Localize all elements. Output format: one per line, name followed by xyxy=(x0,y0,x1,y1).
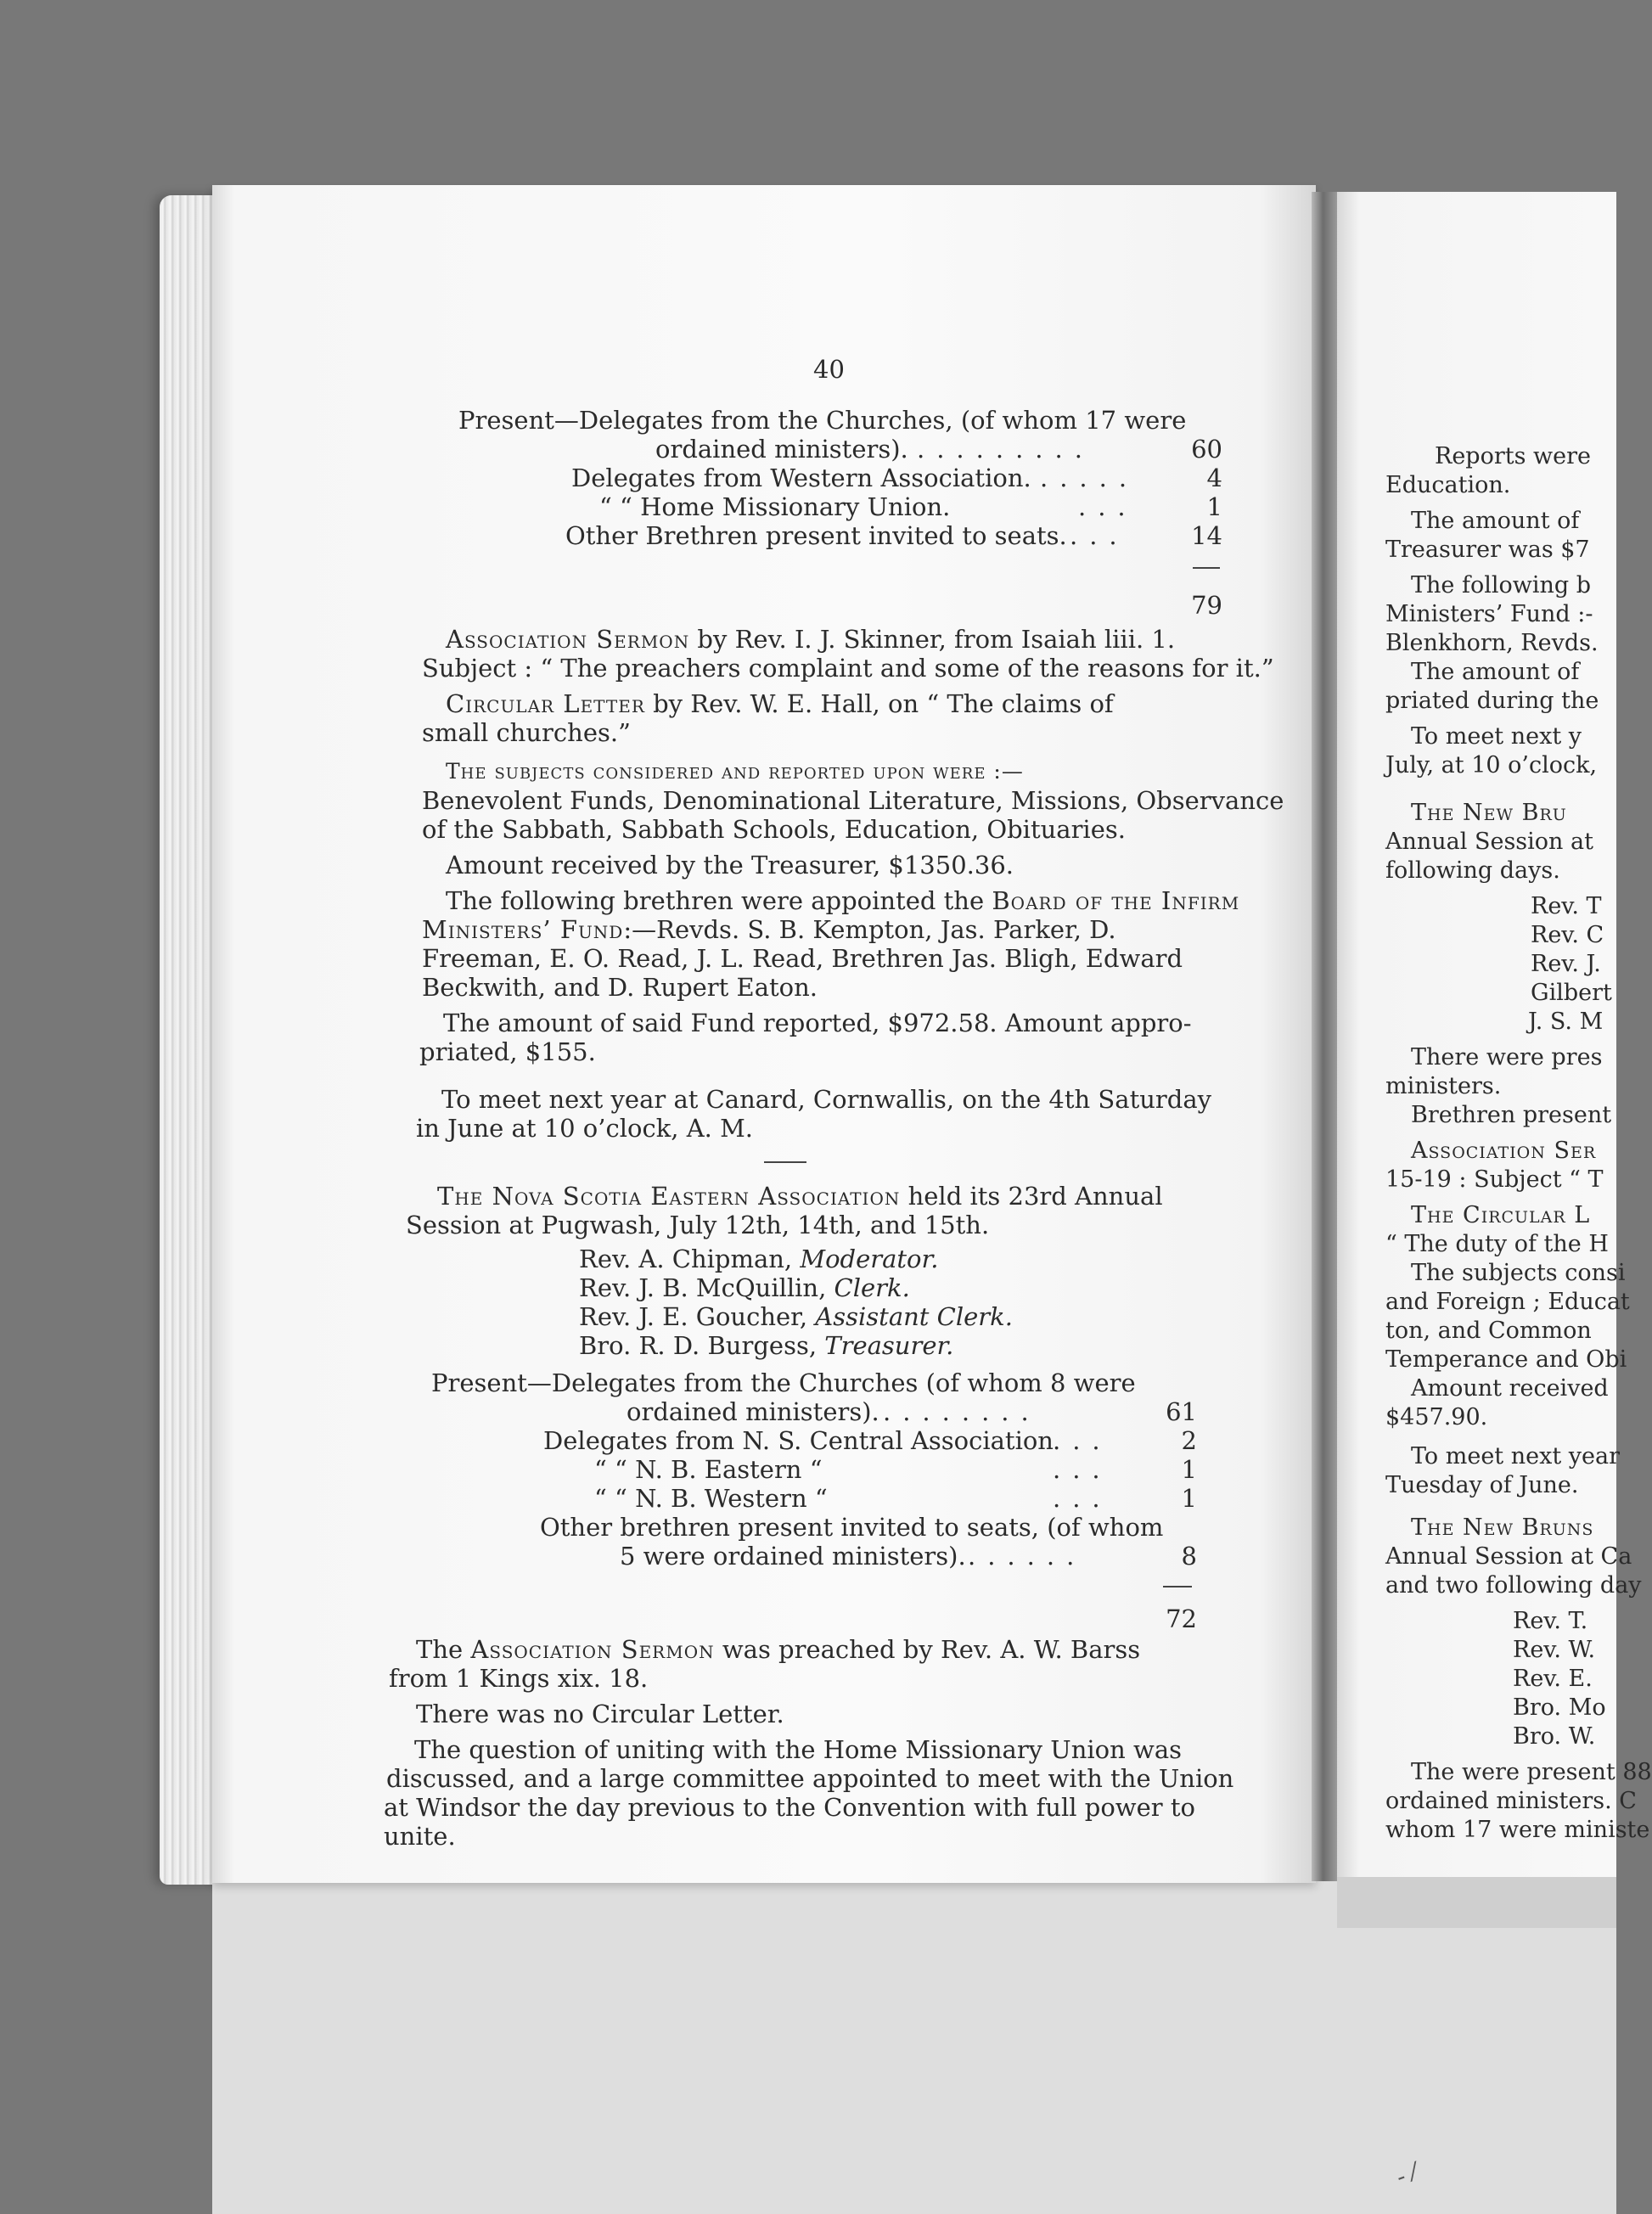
eastern-present-cont: ordained ministers). xyxy=(627,1397,879,1426)
right-line: ministers. xyxy=(1385,1073,1502,1099)
right-line: 15-19 : Subject “ T xyxy=(1385,1166,1604,1193)
right-line: The New Bru xyxy=(1411,800,1567,826)
subjects-heading: The subjects considered and reported upon were :— xyxy=(446,759,1024,784)
right-line: To meet next y xyxy=(1411,723,1582,750)
right-line: and Foreign ; Educat xyxy=(1385,1289,1630,1315)
right-line: The New Bruns xyxy=(1411,1514,1594,1541)
eastern-other-cont: 5 were ordained ministers). xyxy=(620,1542,966,1571)
right-page-shadow xyxy=(1337,1877,1616,1928)
eastern-nbw-label: “ “ N. B. Western “ xyxy=(594,1484,828,1513)
right-line: Amount received xyxy=(1411,1375,1609,1402)
eastern-nbw-value: 1 xyxy=(1181,1484,1197,1513)
central-home-value: 1 xyxy=(1206,492,1222,521)
right-line: Blenkhorn, Revds. xyxy=(1385,630,1599,656)
right-line: The following b xyxy=(1411,572,1592,598)
eastern-present-value: 61 xyxy=(1166,1397,1197,1426)
board-heading: Board of the Infirm xyxy=(992,886,1240,915)
total-rule xyxy=(1163,1586,1192,1587)
officer-4: Bro. R. D. Burgess, Treasurer. xyxy=(579,1331,954,1360)
right-line: Treasurer was $7 xyxy=(1385,537,1590,563)
right-line: Ministers’ Fund :- xyxy=(1385,601,1593,627)
central-present-value: 60 xyxy=(1191,435,1222,464)
leader-dots: ......... xyxy=(917,435,1094,464)
eastern-no-letter: There was no Circular Letter. xyxy=(416,1700,784,1728)
right-line: July, at 10 o’clock, xyxy=(1385,752,1598,778)
right-line: Annual Session at Ca xyxy=(1385,1543,1632,1570)
letter-heading: Circular Letter xyxy=(446,689,645,718)
meet-line-1: To meet next year at Canard, Cornwallis, on the 4th Saturday xyxy=(441,1085,1212,1114)
right-line: There were pres xyxy=(1411,1044,1603,1070)
meet-line-2: in June at 10 o’clock, A. M. xyxy=(416,1114,754,1143)
eastern-other-value: 8 xyxy=(1181,1542,1197,1571)
right-line: Rev. J. xyxy=(1531,951,1601,977)
eastern-session: Session at Pugwash, July 12th, 14th, and 15th. xyxy=(406,1211,990,1239)
right-line: Bro. Mo xyxy=(1513,1694,1606,1721)
central-other-value: 14 xyxy=(1191,521,1222,550)
central-other-label: Other Brethren present invited to seats. xyxy=(565,521,1067,550)
right-line: The amount of xyxy=(1411,659,1580,685)
eastern-heading: The Nova Scotia Eastern Association xyxy=(437,1182,901,1211)
board-text-2: :—Revds. S. B. Kempton, Jas. Parker, D. xyxy=(623,915,1116,944)
right-line: Education. xyxy=(1385,472,1511,498)
leader-dots: ... xyxy=(1078,492,1138,521)
eastern-sermon-text: was preached by Rev. A. W. Barss xyxy=(722,1635,1141,1664)
leader-dots: ..... xyxy=(1040,464,1139,492)
central-present-cont: ordained ministers). xyxy=(655,435,908,464)
eastern-central-label: Delegates from N. S. Central Association xyxy=(543,1426,1054,1455)
sermon-heading: Association Sermon xyxy=(446,625,690,654)
central-western-label: Delegates from Western Association. xyxy=(571,464,1031,492)
right-line: Rev. T. xyxy=(1513,1608,1588,1634)
right-line: Gilbert xyxy=(1531,980,1612,1006)
fund-line-1: The amount of said Fund reported, $972.58. Amount appro- xyxy=(443,1009,1192,1037)
board-line-3: Freeman, E. O. Read, J. L. Read, Brethren Jas. Bligh, Edward xyxy=(422,944,1183,973)
right-line: Temperance and Obi xyxy=(1385,1346,1627,1373)
officer-3: Rev. J. E. Goucher, Assistant Clerk. xyxy=(579,1302,1013,1331)
leader-dots: ... xyxy=(1053,1484,1112,1513)
eastern-nbe-label: “ “ N. B. Eastern “ xyxy=(594,1455,823,1484)
board-line-4: Beckwith, and D. Rupert Eaton. xyxy=(422,973,818,1002)
eastern-other-label: Other brethren present invited to seats, (of whom xyxy=(540,1513,1164,1542)
right-line: To meet next year xyxy=(1411,1443,1621,1469)
leader-dots: ........ xyxy=(883,1397,1041,1426)
right-line: Rev. C xyxy=(1531,922,1604,948)
central-total-value: 79 xyxy=(1191,591,1222,620)
subjects-line-1: Benevolent Funds, Denominational Literature, Missions, Observance xyxy=(422,786,1284,815)
leader-dots: ... xyxy=(1053,1426,1112,1455)
fund-heading: Ministers’ Fund xyxy=(422,915,624,944)
subjects-line-2: of the Sabbath, Sabbath Schools, Education, Obituaries. xyxy=(422,815,1126,844)
central-present-label: Present—Delegates from the Churches, (of whom 17 were xyxy=(458,406,1187,435)
section-divider xyxy=(764,1161,806,1163)
leader-dots: ... xyxy=(1070,521,1129,550)
leader-dots: ... xyxy=(1053,1455,1112,1484)
eastern-central-value: 2 xyxy=(1181,1426,1197,1455)
treasurer-amount: Amount received by the Treasurer, $1350.36. xyxy=(446,851,1014,879)
union-line-1: The question of uniting with the Home Missionary Union was xyxy=(414,1735,1183,1764)
right-line: ordained ministers. C xyxy=(1385,1788,1637,1814)
right-line: The were present 88 xyxy=(1411,1759,1652,1785)
right-line: Reports were xyxy=(1435,443,1592,469)
right-line: Bro. W. xyxy=(1513,1723,1596,1750)
right-line: The subjects consi xyxy=(1411,1260,1626,1286)
union-line-2: discussed, and a large committee appointed to meet with the Union xyxy=(386,1764,1234,1793)
right-line: Brethren present xyxy=(1411,1102,1612,1128)
eastern-heading-rest: held its 23rd Annual xyxy=(907,1182,1163,1211)
sermon-prefix: The xyxy=(416,1635,464,1664)
right-line: Tuesday of June. xyxy=(1385,1472,1579,1498)
board-text-1: The following brethren were appointed the xyxy=(446,886,985,915)
right-line: The amount of xyxy=(1411,508,1580,534)
right-line: whom 17 were ministe xyxy=(1385,1817,1650,1843)
right-line: Rev. E. xyxy=(1513,1666,1593,1692)
sermon-text: by Rev. I. J. Skinner, from Isaiah liii. 1. xyxy=(697,625,1176,654)
right-line: Rev. W. xyxy=(1513,1637,1596,1663)
officer-1: Rev. A. Chipman, Moderator. xyxy=(579,1245,939,1273)
fund-line-2: priated, $155. xyxy=(419,1037,596,1066)
right-line: priated during the xyxy=(1385,688,1599,714)
total-rule xyxy=(1193,567,1220,569)
right-line: Association Ser xyxy=(1411,1138,1597,1164)
right-line: ton, and Common xyxy=(1385,1318,1592,1344)
eastern-sermon-cont: from 1 Kings xix. 18. xyxy=(389,1664,649,1693)
union-line-4: unite. xyxy=(384,1822,456,1851)
right-line: $457.90. xyxy=(1385,1404,1488,1430)
eastern-sermon-heading: Association Sermon xyxy=(470,1635,715,1664)
page-number: 40 xyxy=(813,355,845,384)
sermon-subject: Subject : “ The preachers complaint and some of the reasons for it.” xyxy=(422,654,1274,683)
eastern-total-value: 72 xyxy=(1166,1604,1197,1633)
central-home-label: “ “ Home Missionary Union. xyxy=(599,492,951,521)
pencil-mark: - ⁄ xyxy=(1392,2158,1420,2191)
officer-2: Rev. J. B. McQuillin, Clerk. xyxy=(579,1273,910,1302)
letter-text: by Rev. W. E. Hall, on “ The claims of xyxy=(653,689,1114,718)
right-line: The Circular L xyxy=(1411,1202,1591,1228)
right-line: Annual Session at xyxy=(1385,829,1593,855)
union-line-3: at Windsor the day previous to the Convention with full power to xyxy=(384,1793,1195,1822)
right-line: and two following day xyxy=(1385,1572,1642,1599)
eastern-nbe-value: 1 xyxy=(1181,1455,1197,1484)
eastern-present-label: Present—Delegates from the Churches (of whom 8 were xyxy=(431,1368,1136,1397)
right-line: “ The duty of the H xyxy=(1385,1231,1609,1257)
book-gutter xyxy=(1312,192,1337,1881)
central-western-value: 4 xyxy=(1206,464,1222,492)
leader-dots: ...... xyxy=(968,1542,1087,1571)
right-line: Rev. T xyxy=(1531,893,1602,919)
right-line: J. S. M xyxy=(1528,1009,1604,1035)
letter-cont: small churches.” xyxy=(422,718,631,747)
right-line: following days. xyxy=(1385,857,1560,884)
